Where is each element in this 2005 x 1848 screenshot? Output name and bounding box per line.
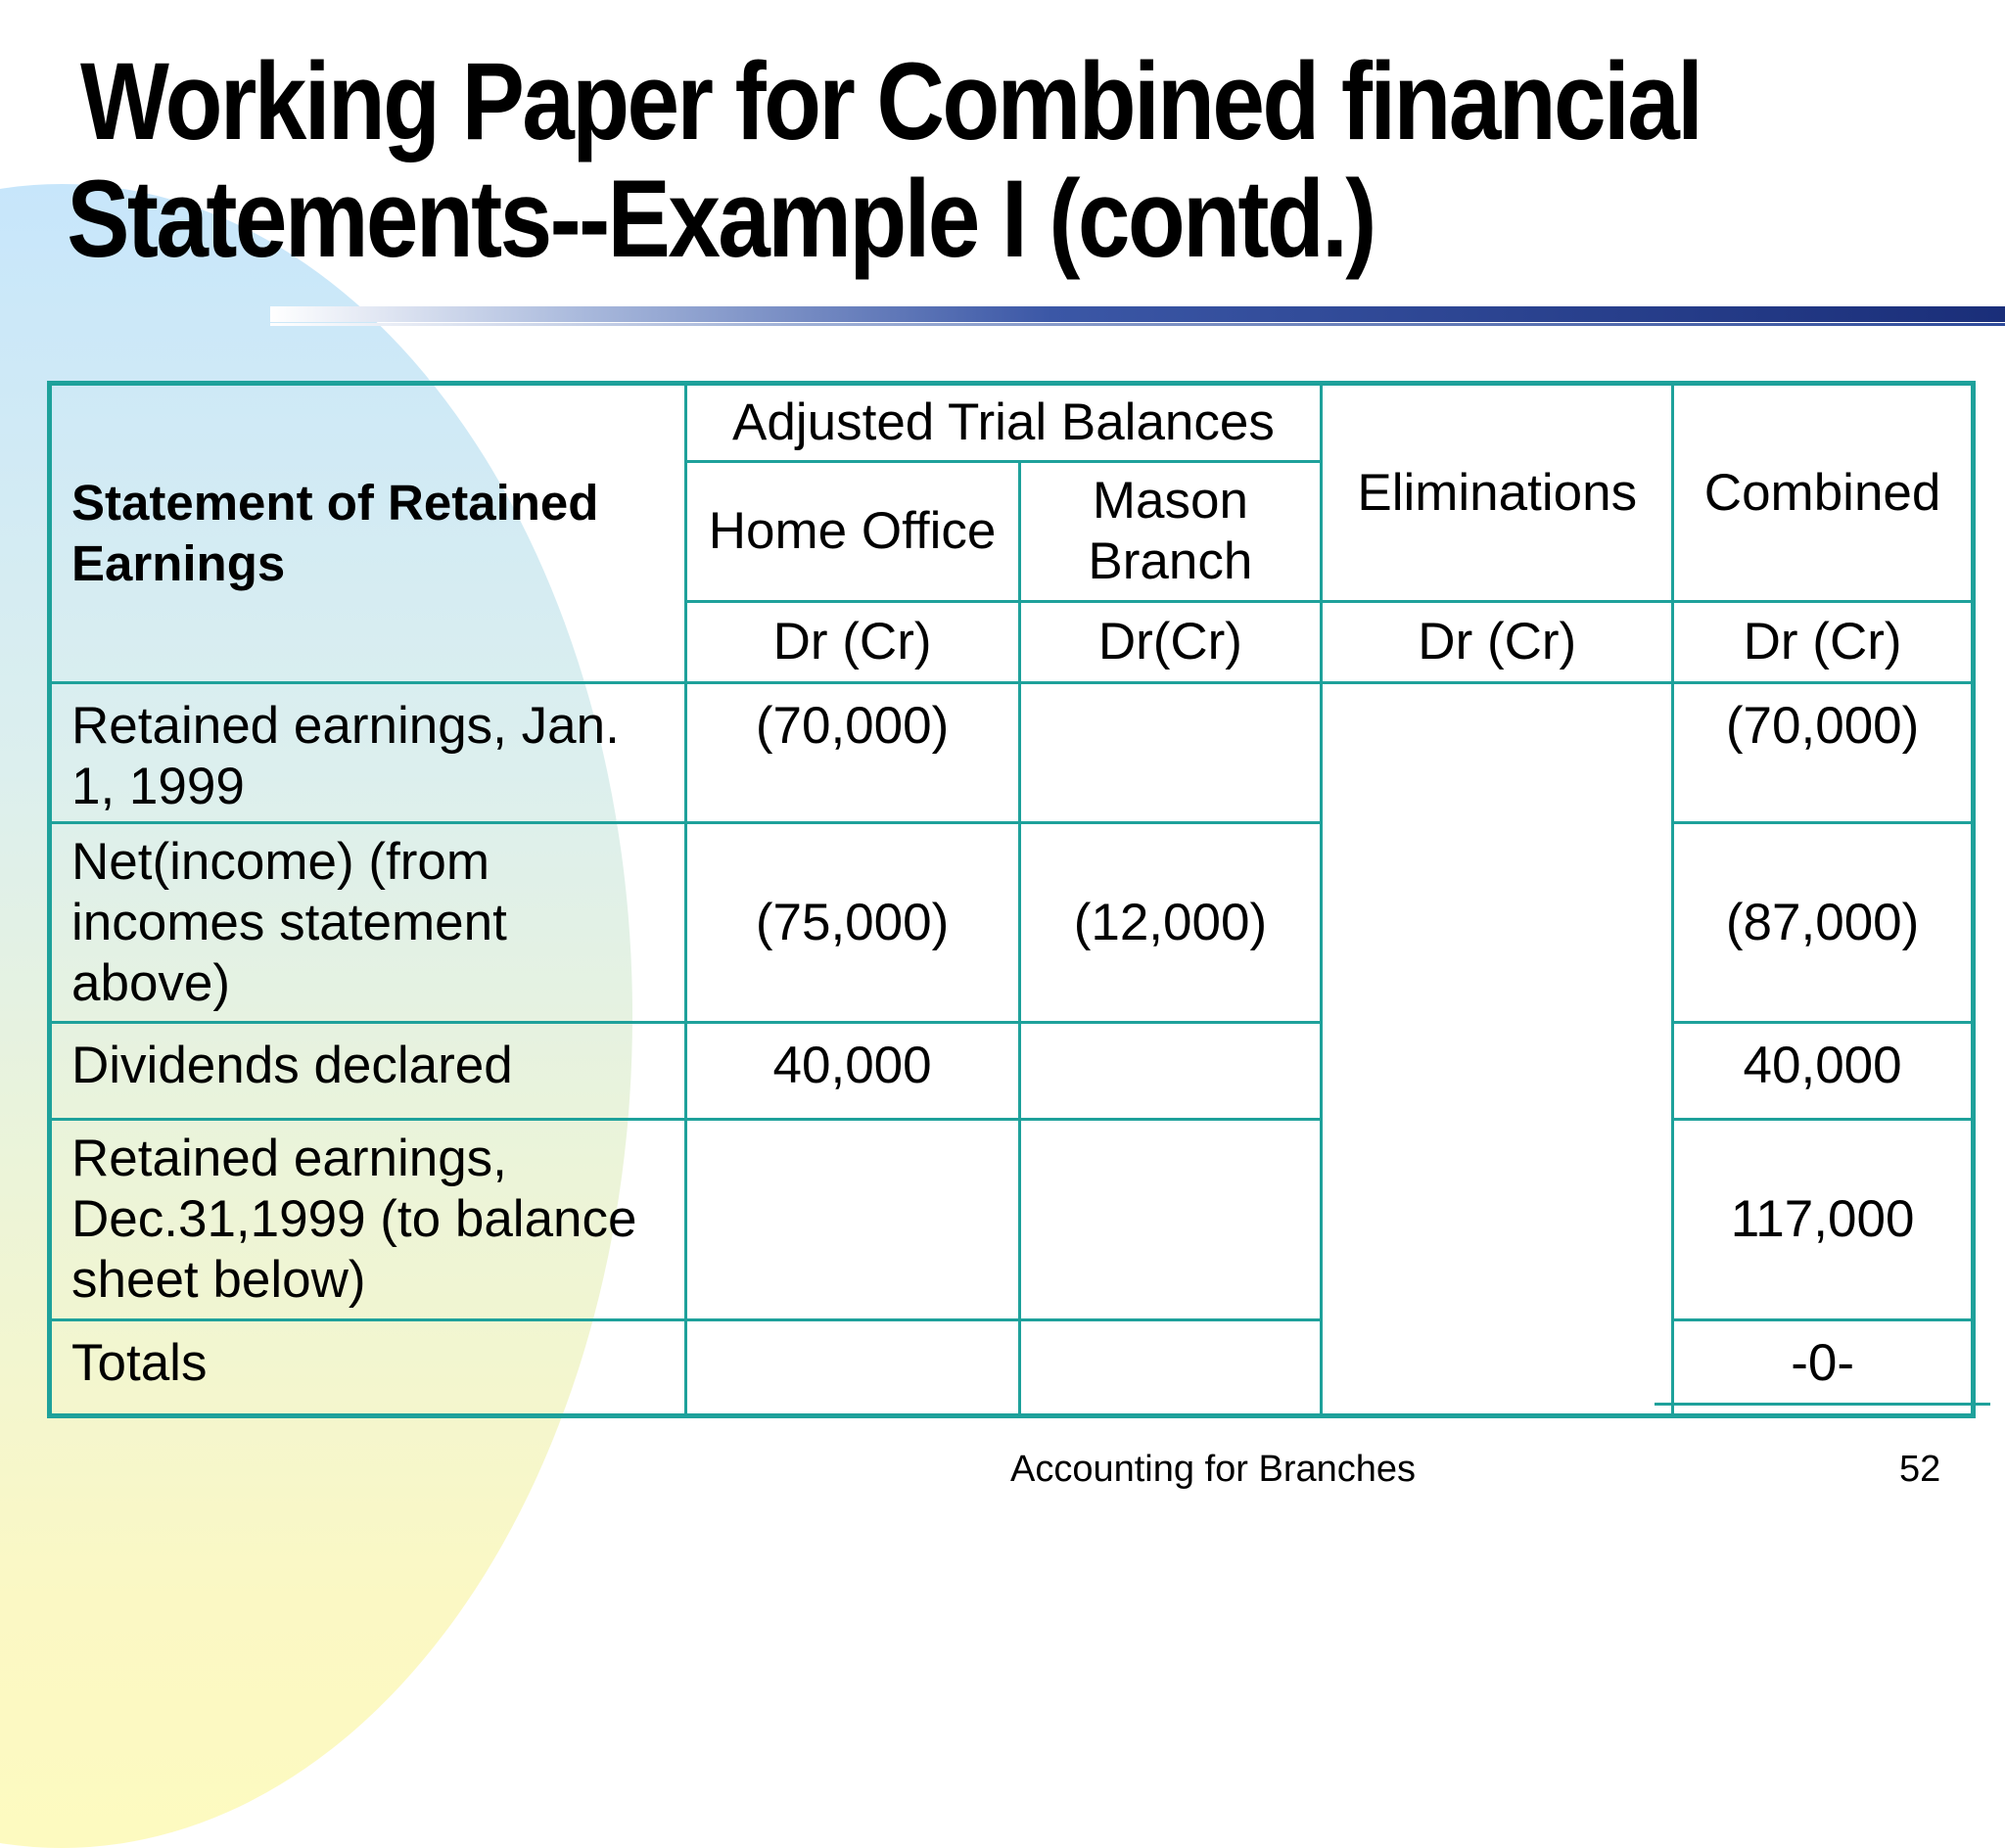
section-label-cell xyxy=(50,384,686,683)
cell-mason-branch xyxy=(1019,1320,1322,1416)
drcr-eliminations: Dr (Cr) xyxy=(1322,602,1673,683)
cell-home-office: 40,000 xyxy=(685,1023,1019,1120)
cell-combined: (70,000) xyxy=(1673,683,1974,823)
cell-mason-branch: (12,000) xyxy=(1019,823,1322,1023)
cell-mason-branch xyxy=(1019,1023,1322,1120)
table-row xyxy=(50,1120,1974,1320)
table-row xyxy=(50,1320,1974,1416)
cell-home-office: (70,000) xyxy=(685,683,1019,823)
col-header-combined: Combined xyxy=(1673,384,1974,602)
drcr-mason-branch: Dr(Cr) xyxy=(1019,602,1322,683)
cell-combined: 40,000 xyxy=(1673,1023,1974,1120)
cell-mason-branch xyxy=(1019,683,1322,823)
table-row xyxy=(50,1023,1974,1120)
row-label: Dividends declared xyxy=(50,1023,686,1120)
col-header-home-office: Home Office xyxy=(685,462,1019,602)
cell-mason-branch xyxy=(1019,1120,1322,1320)
col-header-mason-branch: Mason Branch xyxy=(1019,462,1322,602)
cell-combined: (87,000) xyxy=(1673,823,1974,1023)
table-row xyxy=(50,683,1974,823)
title-line-1: Working Paper for Combined financial xyxy=(80,40,1702,162)
page-number: 52 xyxy=(1899,1449,1941,1490)
title-line-2: Statements--Example I (contd.) xyxy=(67,158,1375,280)
row-label: Totals xyxy=(50,1320,686,1416)
cell-eliminations xyxy=(1322,683,1673,1416)
group-header-adjusted-trial-balances: Adjusted Trial Balances xyxy=(685,384,1322,462)
row-label: Net(income) (from incomes statement above) xyxy=(50,823,686,1023)
footer-text: Accounting for Branches xyxy=(1010,1449,1417,1490)
cell-home-office xyxy=(685,1120,1019,1320)
table-row xyxy=(50,823,1974,1023)
title-rule xyxy=(270,306,2005,322)
drcr-home-office: Dr (Cr) xyxy=(685,602,1019,683)
col-header-eliminations: Eliminations xyxy=(1322,384,1673,602)
cell-home-office: (75,000) xyxy=(685,823,1019,1023)
working-paper-table xyxy=(47,381,1976,1418)
cell-home-office xyxy=(685,1320,1019,1416)
slide-title xyxy=(67,40,1713,280)
cell-combined: -0- xyxy=(1673,1320,1974,1416)
section-label: Statement of Retained Earnings xyxy=(71,475,599,591)
row-label: Retained earnings, Jan. 1, 1999 xyxy=(50,683,686,823)
row-label: Retained earnings, Dec.31,1999 (to balance sheet below) xyxy=(50,1120,686,1320)
drcr-combined: Dr (Cr) xyxy=(1673,602,1974,683)
cell-combined: 117,000 xyxy=(1673,1120,1974,1320)
